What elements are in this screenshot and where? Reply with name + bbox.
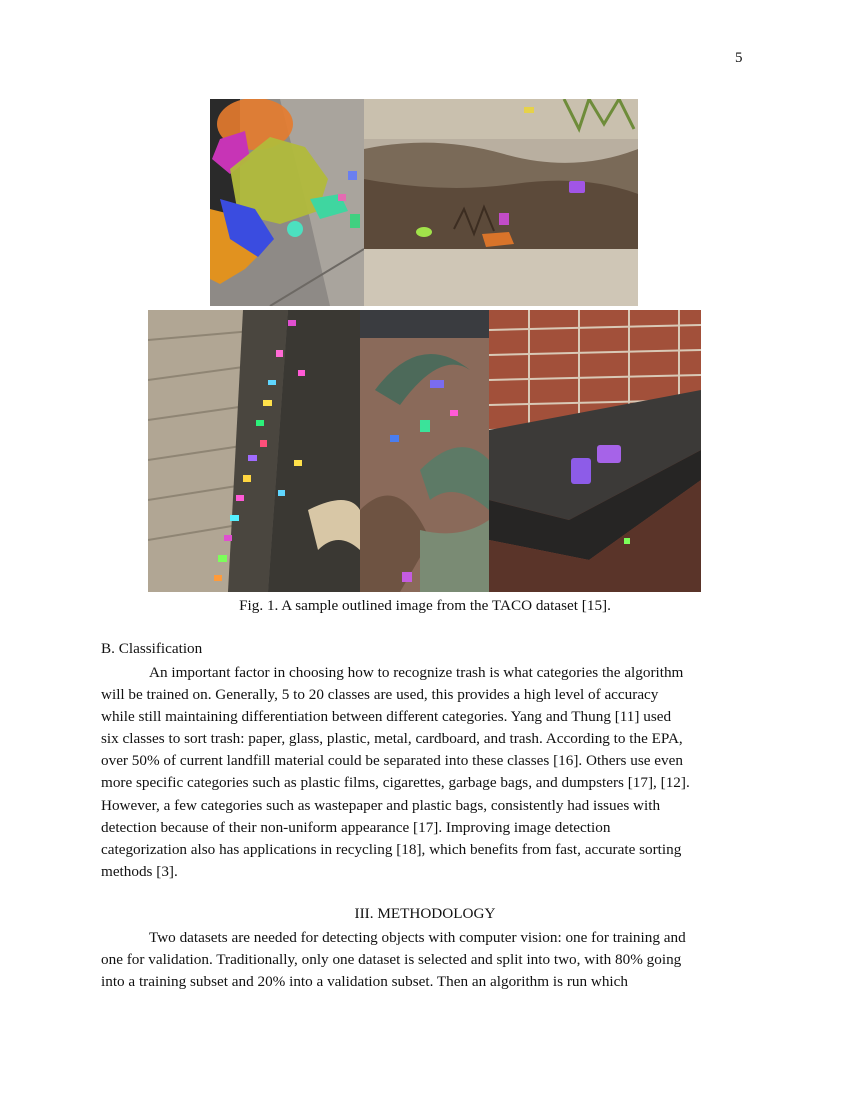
figure-caption: Fig. 1. A sample outlined image from the TACO dataset [15]. [239, 597, 611, 614]
section-heading-classification: B. Classification [101, 640, 203, 657]
text-line: one for validation. Traditionally, only one dataset is selected and split into two, with 80% going [101, 951, 682, 969]
paragraph-methodology [101, 927, 751, 993]
text-line: while still maintaining differentiation between different categories. Yang and Thung [11] used [101, 708, 672, 726]
text-line: more specific categories such as plastic films, cigarettes, garbage bags, and dumpsters [17], [12]. [101, 774, 690, 792]
text-line: into a training subset and 20% into a validation subset. Then an algorithm is run which [101, 973, 628, 991]
figure-photo-gutter [148, 310, 360, 592]
figure-photo-embankment [364, 99, 638, 306]
text-line: However, a few categories such as wastepaper and plastic bags, consistently had issues with [101, 796, 661, 814]
section-heading-methodology: III. METHODOLOGY [354, 905, 496, 922]
page-number: 5 [735, 50, 743, 66]
text-line: methods [3]. [101, 862, 178, 880]
text-line: Two datasets are needed for detecting objects with computer vision: one for training and [149, 929, 686, 946]
figure-photo-curbside [210, 99, 364, 306]
text-line: over 50% of current landfill material could be separated into these classes [16]. Others use even [101, 752, 683, 770]
figure-photo-agave [360, 310, 489, 592]
text-line: An important factor in choosing how to recognize trash is what categories the algorithm [149, 664, 684, 681]
text-line: six classes to sort trash: paper, glass, plastic, metal, cardboard, and trash. According to the EPA, [101, 730, 683, 748]
paragraph-classification [101, 662, 751, 883]
text-line: will be trained on. Generally, 5 to 20 classes are used, this provides a high level of accuracy [101, 686, 659, 704]
text-line: detection because of their non-uniform appearance [17]. Improving image detection [101, 818, 611, 836]
figure-photo-brick-wall [489, 310, 701, 592]
text-line: categorization also has applications in recycling [18], which benefits from fast, accurate sorting [101, 840, 682, 858]
